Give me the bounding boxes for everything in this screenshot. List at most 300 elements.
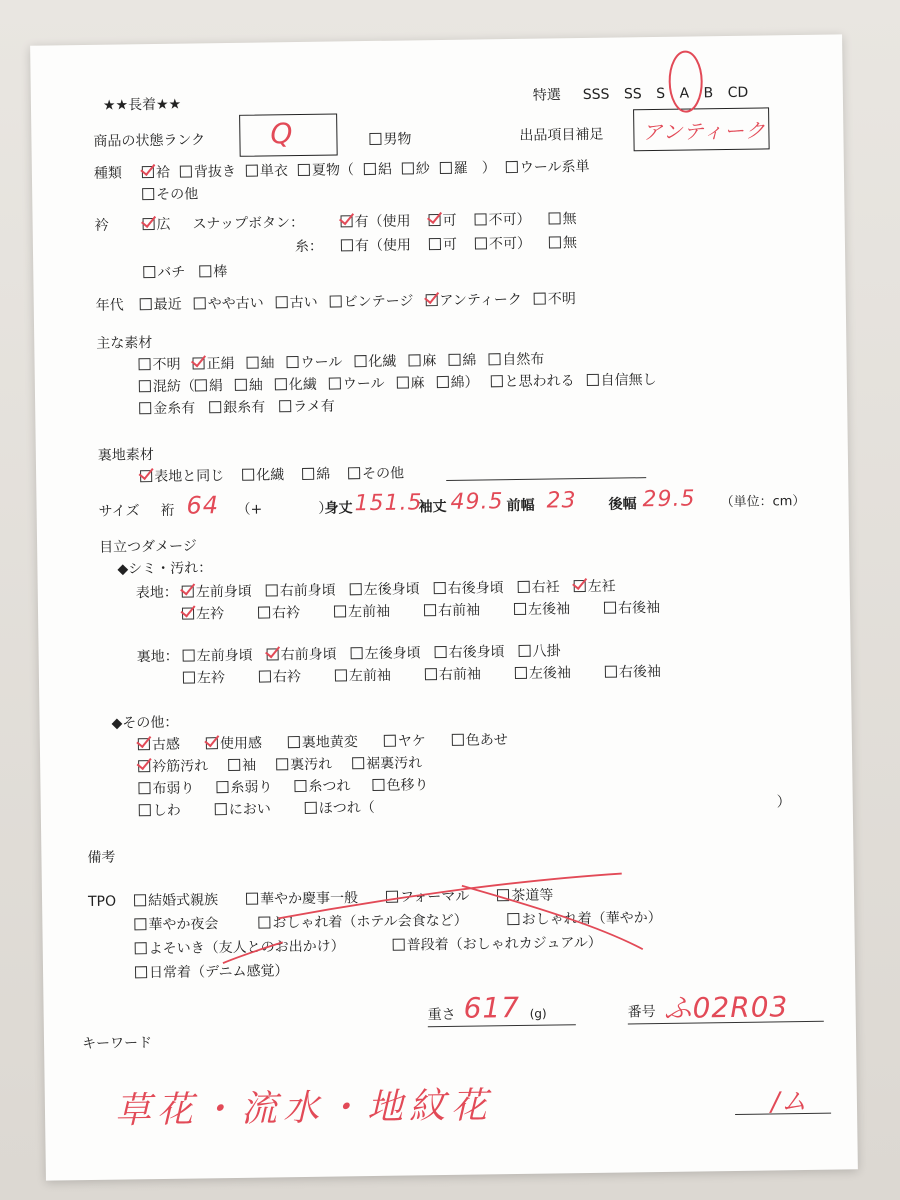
checkbox[interactable]	[199, 265, 211, 277]
checkbox-option[interactable]	[518, 578, 560, 597]
checkbox[interactable]	[275, 378, 287, 390]
inner-row-1	[183, 642, 575, 665]
checkbox-option[interactable]	[440, 159, 496, 178]
checkbox-option[interactable]	[246, 162, 288, 181]
checked-checkbox[interactable]	[140, 470, 152, 482]
option-label: 背抜き	[193, 163, 237, 181]
checkbox[interactable]	[135, 966, 147, 978]
checkbox-option[interactable]	[506, 158, 590, 177]
checkbox-option[interactable]	[452, 731, 508, 750]
checkbox-option[interactable]	[396, 374, 424, 392]
checkbox[interactable]	[434, 582, 446, 594]
checkbox[interactable]	[424, 604, 436, 616]
checkbox-option[interactable]	[408, 352, 436, 370]
option-label: 羅 ）	[453, 160, 496, 177]
option-label: 右前身頃	[280, 646, 337, 664]
rank-value: Q	[270, 117, 294, 151]
option-label: 裏汚れ	[290, 756, 333, 774]
option-label: 単衣	[259, 163, 289, 180]
checkbox-option[interactable]	[195, 377, 223, 395]
option-label: 右衽	[531, 579, 560, 596]
checkbox-option[interactable]	[142, 164, 170, 182]
mens-option[interactable]: 男物	[369, 130, 411, 149]
option-label: 無	[562, 235, 578, 252]
checkbox[interactable]	[341, 239, 353, 251]
checkbox[interactable]	[429, 238, 441, 250]
option-label: 最近	[153, 296, 182, 314]
checkbox[interactable]	[514, 603, 526, 615]
checkbox-option[interactable]	[138, 356, 180, 375]
option-label: 右前身頃	[279, 582, 336, 600]
checkbox-option[interactable]	[140, 467, 224, 486]
checkbox-option[interactable]	[279, 398, 335, 417]
option-label: やや古い	[207, 295, 264, 313]
checkbox-option[interactable]	[384, 732, 426, 751]
checkbox-option[interactable]	[352, 754, 422, 773]
option-label: おしゃれ着（華やか）	[521, 909, 662, 928]
checked-checkbox[interactable]	[182, 585, 194, 597]
checkbox[interactable]	[425, 668, 437, 680]
checkbox[interactable]	[183, 671, 195, 683]
checked-checkbox[interactable]	[574, 580, 586, 592]
checkbox-option[interactable]	[474, 211, 530, 230]
supplement-box[interactable]	[633, 107, 770, 151]
weight-value: 617	[463, 990, 521, 1025]
back-width-value: 29.5	[642, 486, 696, 513]
option-label: 正絹	[206, 355, 235, 373]
option-label: バチ	[157, 264, 186, 281]
checkbox-option[interactable]	[183, 647, 253, 666]
checkbox-option[interactable]	[294, 777, 350, 796]
option-label: 八掛	[532, 643, 561, 660]
checkbox-option[interactable]	[138, 780, 194, 799]
checkbox-option[interactable]	[180, 163, 236, 182]
inner-label: 裏地：	[136, 648, 179, 666]
checkbox[interactable]	[534, 293, 546, 305]
checked-checkbox[interactable]	[182, 607, 194, 619]
checkbox-option[interactable]	[549, 234, 577, 252]
checkbox[interactable]	[242, 469, 254, 481]
option-label: 銀糸有	[223, 399, 266, 417]
checkbox[interactable]	[490, 375, 502, 387]
checkbox-option[interactable]	[143, 264, 185, 283]
lining-options	[140, 464, 422, 486]
checkbox[interactable]	[364, 163, 376, 175]
checkbox[interactable]	[519, 645, 531, 657]
weight-unit: (g)	[529, 1006, 547, 1021]
checkbox-option[interactable]	[286, 353, 342, 372]
checkbox-option[interactable]	[235, 377, 263, 395]
checkbox[interactable]	[393, 939, 405, 951]
checkbox-option[interactable]	[192, 355, 234, 374]
collar-extra	[143, 263, 241, 282]
stains-label: ◆シミ・汚れ：	[117, 560, 213, 578]
checkbox-option[interactable]	[246, 354, 274, 372]
checkbox-option[interactable]	[354, 353, 396, 372]
checkbox-option[interactable]	[490, 372, 574, 391]
checkbox-option[interactable]	[402, 160, 430, 178]
checkbox[interactable]	[330, 295, 342, 307]
checkbox[interactable]	[397, 376, 409, 388]
option-label: 右衿	[272, 669, 302, 686]
checkbox-option[interactable]	[329, 375, 385, 394]
option-label: におい	[228, 801, 271, 819]
checkbox-option[interactable]	[305, 799, 375, 818]
option-label: 麻	[422, 353, 437, 370]
checkbox-option[interactable]	[515, 664, 571, 683]
checkbox[interactable]	[138, 358, 150, 370]
checkbox-option[interactable]	[215, 800, 271, 819]
front-width-label: 前幅	[506, 497, 535, 515]
checked-checkbox[interactable]	[206, 737, 218, 749]
option-label: 自信無し	[600, 372, 657, 389]
checkbox-option[interactable]	[334, 603, 390, 622]
kind-other[interactable]: その他	[142, 185, 198, 204]
checkbox[interactable]	[334, 605, 346, 617]
checkbox[interactable]	[298, 164, 310, 176]
option-label: 可	[442, 236, 458, 253]
checkbox[interactable]	[475, 213, 487, 225]
checkbox-option[interactable]	[605, 663, 661, 682]
checkbox[interactable]	[605, 666, 617, 678]
length-label: 身丈	[324, 500, 353, 517]
sleeve-label: 裄	[160, 502, 175, 519]
checkbox[interactable]	[351, 647, 363, 659]
sleeve-plus: （+ ）	[236, 500, 333, 518]
option-label: よそいき（友人とのお出かけ）	[148, 938, 345, 958]
checkbox-option[interactable]	[242, 466, 284, 485]
option-label: 紗	[415, 161, 430, 178]
checkbox[interactable]	[549, 236, 561, 248]
checkbox[interactable]	[215, 803, 227, 815]
option-label: 裾裏汚れ	[366, 755, 423, 773]
checkbox[interactable]	[134, 894, 146, 906]
checkbox-option[interactable]	[140, 296, 182, 315]
checkbox-option[interactable]	[351, 644, 421, 663]
checkbox-option[interactable]	[386, 888, 470, 907]
checkbox[interactable]	[258, 606, 270, 618]
checkbox[interactable]	[475, 237, 487, 249]
checkbox[interactable]	[209, 401, 221, 413]
checkbox[interactable]	[506, 161, 518, 173]
checkbox-option[interactable]	[429, 236, 457, 254]
checkbox-option[interactable]	[348, 465, 404, 484]
option-label: 普段着（おしゃれカジュアル）	[406, 934, 602, 954]
option-label: 不明	[152, 356, 181, 374]
checkbox-option[interactable]	[341, 236, 411, 255]
checkbox-option[interactable]	[488, 351, 544, 370]
checkbox[interactable]	[302, 468, 314, 480]
checkbox[interactable]	[259, 670, 271, 682]
checkbox-option[interactable]	[364, 161, 392, 179]
checkbox[interactable]	[440, 162, 452, 174]
checkbox[interactable]	[548, 212, 560, 224]
checkbox-option[interactable]	[138, 736, 180, 755]
weight-label: 重さ	[427, 1006, 456, 1024]
checkbox-option[interactable]	[138, 757, 208, 776]
option-label: 金糸有	[153, 400, 196, 418]
checkbox[interactable]	[488, 353, 500, 365]
checkbox[interactable]	[143, 218, 155, 230]
lining-label: 裏地素材	[97, 447, 154, 464]
rank-label: 商品の状態ランク	[93, 132, 206, 150]
checkbox[interactable]	[448, 354, 460, 366]
checkbox[interactable]	[135, 942, 147, 954]
option-label: 右衿	[271, 605, 301, 622]
option-label: 左後袖	[528, 665, 572, 682]
checkbox[interactable]	[402, 162, 414, 174]
checkbox[interactable]	[518, 581, 530, 593]
checked-checkbox[interactable]	[267, 648, 279, 660]
checkbox[interactable]	[288, 736, 300, 748]
checkbox[interactable]	[508, 913, 520, 925]
option-label: 綿	[462, 352, 477, 369]
material-row-3	[139, 397, 349, 418]
checkbox[interactable]	[305, 802, 317, 814]
checkbox[interactable]	[452, 734, 464, 746]
option-label: ラメ有	[293, 398, 335, 416]
option-label: 左衿	[195, 606, 225, 623]
option-label: 左衿	[196, 670, 226, 687]
notes-label: 備考	[87, 849, 116, 867]
checkbox[interactable]	[372, 779, 384, 791]
checkbox-option[interactable]	[434, 579, 504, 598]
checked-checkbox[interactable]	[429, 214, 441, 226]
checkbox-option[interactable]	[425, 291, 522, 310]
checkbox-option[interactable]	[574, 578, 616, 597]
tpo-row-2	[134, 908, 702, 934]
checkbox-option[interactable]	[258, 604, 300, 623]
checkbox-option[interactable]	[134, 891, 218, 910]
checkbox[interactable]	[435, 646, 447, 658]
checkbox-option[interactable]	[183, 669, 225, 688]
other-row-2	[138, 754, 442, 776]
option-label: 右後袖	[618, 663, 662, 681]
checkbox[interactable]	[335, 669, 347, 681]
checkbox[interactable]	[348, 467, 360, 479]
checkbox-option[interactable]	[330, 292, 414, 311]
checkbox[interactable]	[139, 402, 151, 414]
checkbox[interactable]	[183, 649, 195, 661]
checkbox-option[interactable]	[497, 887, 553, 906]
checkbox[interactable]	[408, 354, 420, 366]
option-label: 麻	[410, 375, 425, 392]
checkbox[interactable]	[195, 379, 207, 391]
checkbox[interactable]	[138, 782, 150, 794]
checkbox-option[interactable]	[424, 601, 480, 620]
checkbox[interactable]	[586, 374, 598, 386]
checkbox-option[interactable]	[267, 646, 337, 665]
lining-other-line[interactable]	[446, 477, 646, 481]
form-title: ★★長着★★	[102, 96, 182, 114]
checkbox-option[interactable]	[194, 294, 264, 313]
option-label: 色移り	[386, 777, 429, 794]
checkbox[interactable]	[246, 165, 258, 177]
checkbox-option[interactable]	[448, 352, 476, 370]
supplement-value: アンティーク	[642, 118, 767, 145]
checkbox[interactable]	[142, 188, 154, 200]
checkbox-option[interactable]	[298, 161, 354, 180]
checkbox[interactable]	[352, 757, 364, 769]
checkbox-option[interactable]	[393, 934, 602, 955]
checkbox[interactable]	[369, 133, 381, 145]
kind-options	[142, 158, 600, 182]
option-label: 化繊	[256, 467, 285, 484]
checkbox-option[interactable]	[135, 937, 345, 958]
option-label: 布弱り	[152, 780, 195, 798]
checkbox-option[interactable]	[548, 210, 576, 228]
checkbox[interactable]	[266, 584, 278, 596]
checkbox-option[interactable]	[258, 912, 468, 933]
collar-wide[interactable]: 広	[143, 216, 171, 234]
checkbox[interactable]	[246, 357, 258, 369]
checkbox-option[interactable]	[435, 643, 505, 662]
checkbox[interactable]	[350, 583, 362, 595]
option-label: 糸弱り	[230, 779, 273, 796]
checkbox-option[interactable]	[182, 605, 224, 624]
checked-checkbox[interactable]	[142, 166, 154, 178]
checkbox-option[interactable]	[134, 915, 218, 934]
era-options	[140, 290, 588, 314]
checked-checkbox[interactable]	[341, 215, 353, 227]
size-unit: （単位：cm）	[720, 493, 806, 511]
checkbox-option[interactable]	[519, 642, 561, 661]
checked-checkbox[interactable]	[138, 738, 150, 750]
checkbox[interactable]	[294, 780, 306, 792]
tpo-label: TPO	[87, 893, 117, 910]
back-width-label: 後幅	[608, 496, 637, 513]
checkbox[interactable]	[604, 602, 616, 614]
option-label: 華やか夜会	[148, 916, 219, 934]
close-paren: ）	[776, 794, 791, 811]
checkbox[interactable]	[286, 356, 298, 368]
checkbox[interactable]	[143, 266, 155, 278]
option-label: ヤケ	[397, 733, 426, 750]
checkbox-option[interactable]	[350, 580, 420, 599]
option-label: 不可）	[488, 235, 532, 253]
checkbox-option[interactable]	[199, 263, 227, 281]
option-label: 袷	[155, 164, 171, 181]
option-label: 化繊	[368, 353, 397, 371]
checkbox[interactable]	[437, 376, 449, 388]
checkbox-option[interactable]	[182, 583, 252, 602]
checkbox-option[interactable]	[335, 667, 391, 686]
checkbox[interactable]	[216, 781, 228, 793]
checkbox-option[interactable]	[259, 668, 301, 687]
number-value: ふ02R03	[663, 990, 789, 1025]
tpo-row-1	[134, 886, 582, 910]
checkbox-option[interactable]	[135, 962, 289, 982]
checkbox-option[interactable]	[586, 371, 656, 390]
option-label: 右前袖	[437, 602, 481, 620]
checkbox[interactable]	[384, 735, 396, 747]
option-label: と思われる	[504, 373, 575, 391]
checkbox[interactable]	[139, 804, 151, 816]
supplement-label: 出品項目補足	[519, 126, 604, 144]
checkbox-option[interactable]	[275, 376, 317, 395]
checkbox[interactable]	[276, 296, 288, 308]
checkbox-option[interactable]	[425, 665, 481, 684]
material-label: 主な素材	[96, 335, 153, 352]
checked-checkbox[interactable]	[192, 357, 204, 369]
checkbox[interactable]	[140, 298, 152, 310]
option-label: 古い	[289, 294, 318, 312]
option-label: アンティーク	[439, 291, 522, 310]
checkbox[interactable]	[497, 889, 509, 901]
checkbox[interactable]	[354, 355, 366, 367]
checkbox[interactable]	[180, 165, 192, 177]
option-label: 不可）	[488, 211, 531, 229]
checkbox-option[interactable]	[508, 909, 662, 929]
checkbox-option[interactable]	[475, 235, 531, 254]
checkbox[interactable]	[228, 759, 240, 771]
option-label: 左前袖	[348, 667, 392, 685]
checkbox-option[interactable]	[302, 466, 330, 484]
option-label: 綿	[316, 466, 331, 483]
option-label: 絽	[377, 161, 392, 178]
checkbox-option[interactable]	[266, 582, 336, 601]
checkbox-option[interactable]	[534, 290, 576, 309]
option-label: 左後袖	[527, 601, 571, 618]
checkbox[interactable]	[246, 893, 258, 905]
checkbox-option[interactable]	[139, 802, 181, 821]
checked-checkbox[interactable]	[138, 760, 150, 772]
checkbox[interactable]	[139, 380, 151, 392]
checkbox[interactable]	[386, 891, 398, 903]
checkbox-option[interactable]	[604, 599, 660, 618]
checkbox-option[interactable]	[206, 735, 262, 754]
sign-value: /ム	[770, 1086, 808, 1118]
checkbox-option[interactable]	[246, 889, 358, 909]
checkbox-option[interactable]	[288, 733, 358, 752]
grade-options: SSS SS S A B CD	[582, 84, 749, 104]
checkbox[interactable]	[515, 667, 527, 679]
checkbox[interactable]	[134, 918, 146, 930]
checked-checkbox[interactable]	[425, 294, 437, 306]
checkbox-option[interactable]	[209, 398, 265, 417]
checkbox[interactable]	[276, 758, 288, 770]
checkbox-option[interactable]	[340, 212, 410, 231]
option-label: 左後身頃	[364, 645, 421, 663]
outer-label: 表地：	[135, 584, 178, 602]
option-label: 無	[562, 211, 577, 228]
checkbox-option[interactable]	[216, 778, 272, 797]
option-label: 夏物（	[311, 162, 354, 179]
rank-box[interactable]	[239, 113, 338, 156]
checkbox-option[interactable]	[276, 756, 332, 775]
checkbox-option[interactable]	[436, 373, 478, 392]
checkbox-option[interactable]	[514, 600, 570, 619]
checkbox[interactable]	[235, 379, 247, 391]
checkbox-option[interactable]	[139, 399, 195, 418]
checkbox[interactable]	[329, 377, 341, 389]
checkbox[interactable]	[194, 297, 206, 309]
option-label: 表地と同じ	[154, 468, 225, 486]
option-label: 化繊	[288, 376, 317, 394]
option-label: その他	[362, 465, 405, 483]
checkbox-option[interactable]	[228, 757, 256, 775]
checkbox[interactable]	[279, 400, 291, 412]
checkbox[interactable]	[258, 916, 270, 928]
checkbox-option[interactable]	[276, 294, 318, 313]
checkbox-option[interactable]	[372, 776, 428, 795]
thread-label: 糸：	[294, 238, 324, 256]
damage-label: 目立つダメージ	[99, 538, 197, 556]
option-label: 裏地黄変	[301, 734, 358, 751]
option-label: 左前身頃	[196, 647, 253, 665]
option-label: 紬	[260, 355, 275, 372]
checkbox-option[interactable]	[428, 212, 456, 230]
